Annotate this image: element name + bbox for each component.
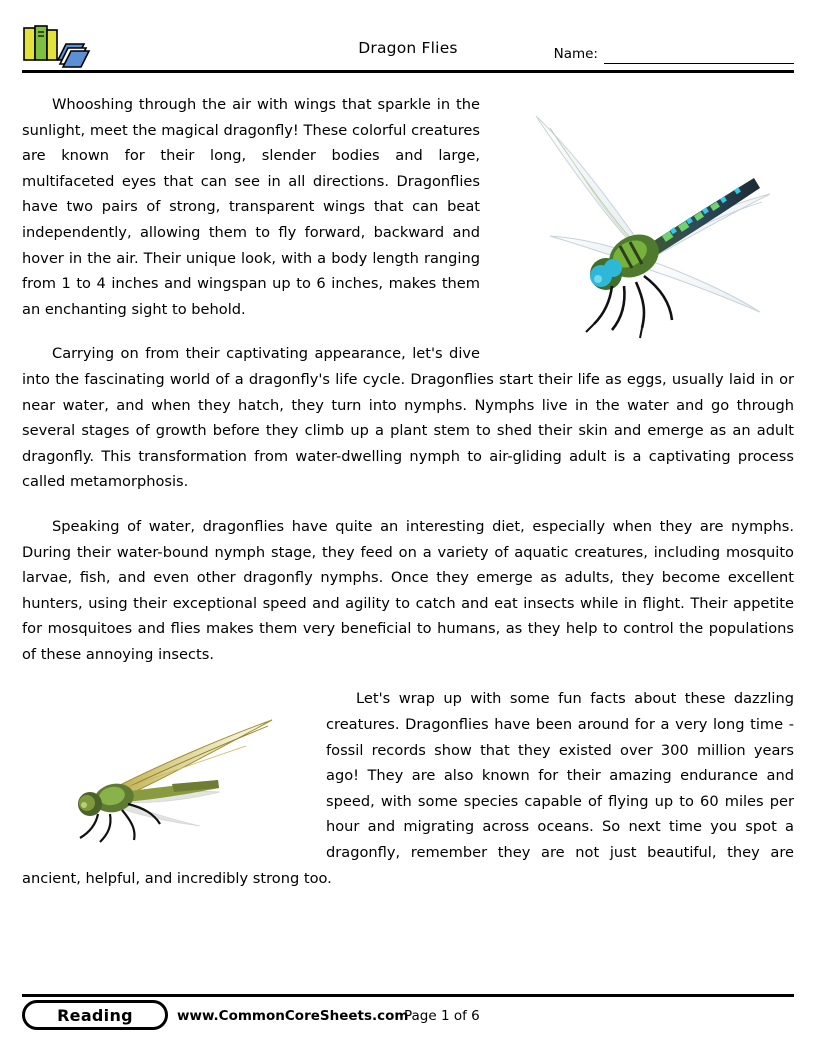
- page-title: Dragon Flies: [358, 39, 458, 57]
- header-divider: [22, 70, 794, 73]
- paragraph-3: [22, 514, 794, 668]
- article-body: [22, 92, 794, 910]
- site-url[interactable]: www.CommonCoreSheets.com: [177, 1008, 409, 1024]
- paragraph-3-text: Speaking of water, dragonflies have quite an interesting diet, especially when they are nymphs. During their water-bound nymph stage, they feed on a variety of aquatic creatures, including mosquito larvae, fish, and even other dragonfly nymphs. Once they emerge as adults, they become excellent hunters, using their exceptional speed and agility to catch and eat insects while in flight. Their appetite for mosquitoes and flies makes them very beneficial to humans, as they help to control the populations of these annoying insects.: [22, 517, 794, 663]
- page-number: Page 1 of 6: [404, 1008, 480, 1024]
- name-write-line[interactable]: [604, 63, 794, 64]
- paragraph-2-text: Carrying on from their captivating appearance, let's dive into the fascinating world of a dragonfly's life cycle. Dragonflies start their life as eggs, usually laid in or near water, and when they hatch, they turn into nymphs. Nymphs live in the water and go through several stages of growth before they climb up a plant stem to shed their skin and emerge as an adult dragonfly. This transformation from water-dwelling nymph to air-gliding adult is a captivating process called metamorphosis.: [22, 345, 794, 491]
- name-label: Name:: [553, 46, 598, 62]
- paragraph-2: [22, 341, 794, 495]
- dragonfly-photo-top-right: [494, 96, 794, 354]
- subject-badge: Reading: [22, 1000, 168, 1030]
- dragonfly-photo-bottom-left: [22, 700, 312, 850]
- paragraph-1-text: Whooshing through the air with wings that sparkle in the sunlight, meet the magical dragonfly! These colorful creatures are known for their long, slender bodies and large, multifaceted eyes that can see in all directions. Dragonflies have two pairs of strong, transparent wings that can beat independently, allowing them to fly forward, backward and hover in the air. Their unique look, with a body length ranging from 1 to 4 inches and wingspan up to 6 inches, makes them an enchanting sight to behold.: [22, 96, 480, 318]
- page-footer: [22, 1000, 794, 1044]
- paragraph-4-text: Let's wrap up with some fun facts about these dazzling creatures. Dragonflies have been around for a very long time - fossil records show that they existed over 300 million years ago! They are also known for their amazing endurance and speed, with some species capable of flying up to 60 miles per hour and migrating across oceans. So next time you spot a dragonfly, remember they are not just beautiful, they are ancient, helpful, and incredibly strong too.: [22, 690, 794, 887]
- page-header: [22, 22, 794, 70]
- footer-divider: [22, 994, 794, 997]
